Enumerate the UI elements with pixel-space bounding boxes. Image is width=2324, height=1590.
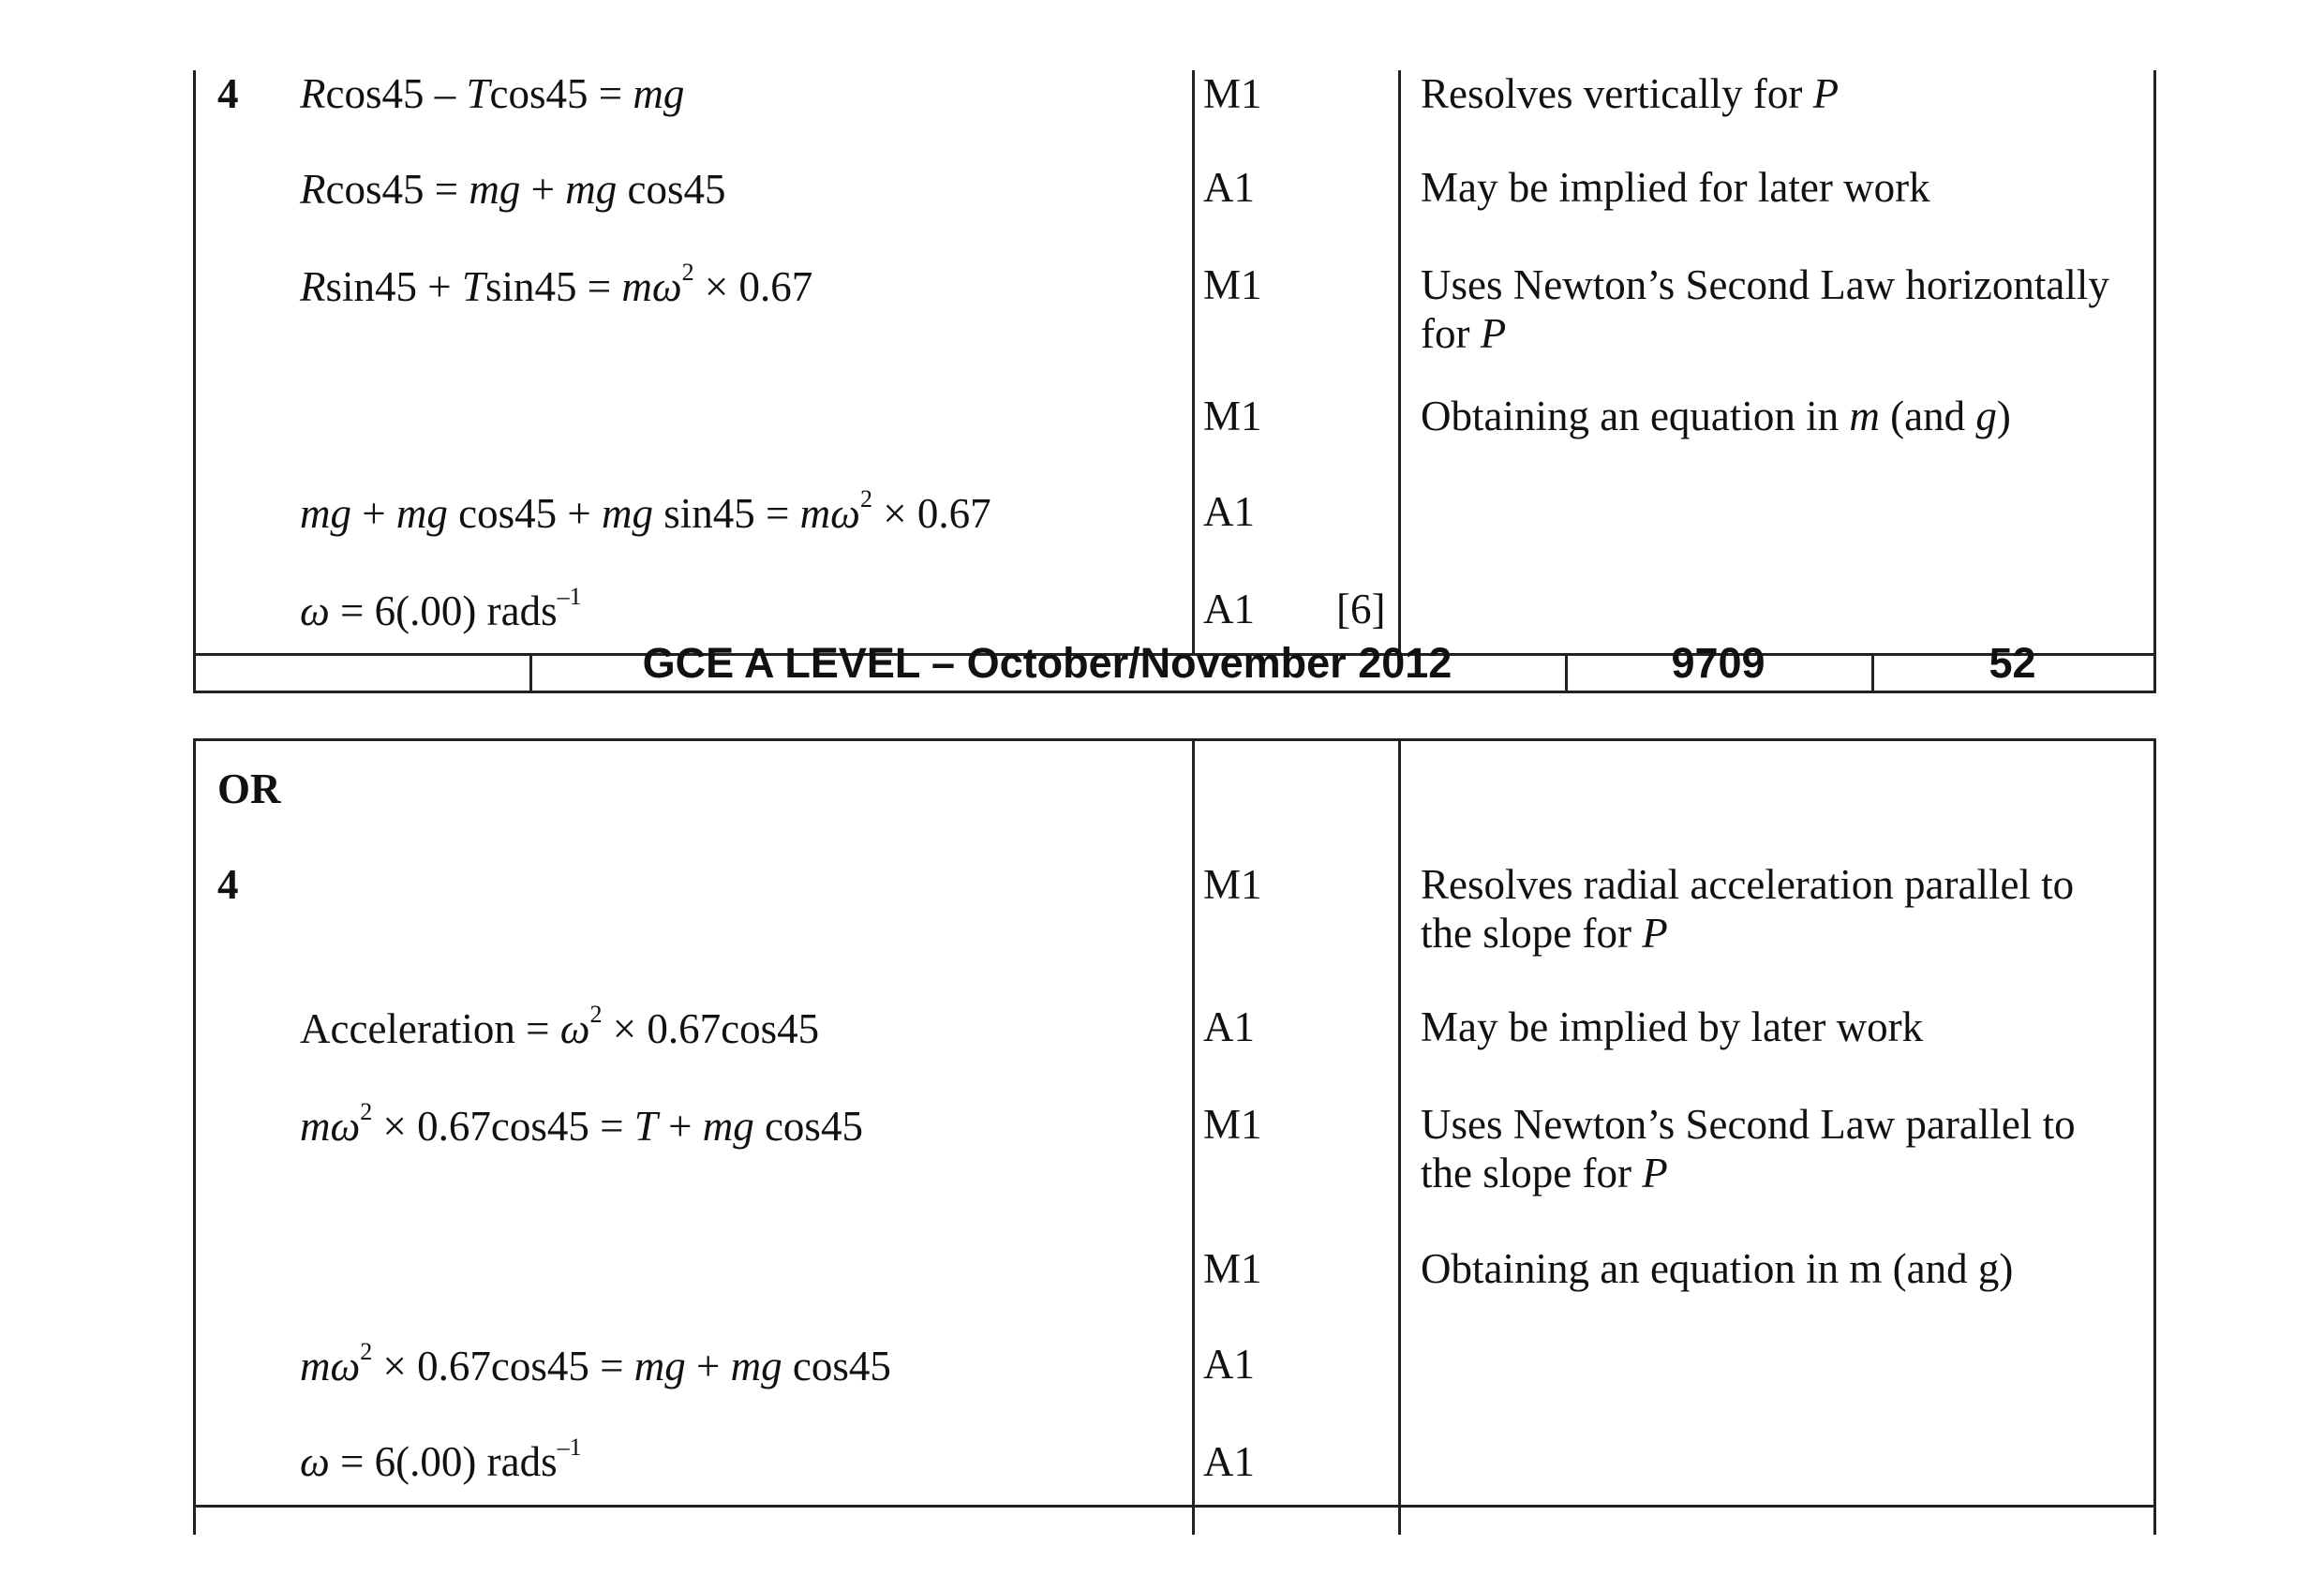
table1-right-border	[2153, 70, 2156, 693]
table1-question-number: 4	[217, 70, 239, 117]
header-paper-number: 52	[1989, 639, 2036, 687]
table2-row5-mark: A1	[1203, 1341, 1255, 1388]
table2-or-label: OR	[217, 765, 281, 812]
table2-row4-mark: M1	[1203, 1245, 1262, 1292]
table2-row1-note-line1: Resolves radial acceleration parallel to	[1421, 861, 2075, 908]
table1-row1-mark: M1	[1203, 70, 1262, 117]
table1-row6-mark: A1	[1203, 586, 1255, 632]
table2-row3-note-line2: the slope for P	[1421, 1150, 1668, 1196]
table1-row3-note-line1: Uses Newton’s Second Law horizontally	[1421, 261, 2109, 308]
table2-row2-mark: A1	[1203, 1003, 1255, 1050]
table2-row4-note: Obtaining an equation in m (and g)	[1421, 1245, 2014, 1292]
table2-left-border	[193, 738, 196, 1535]
table1-row6-work: ω = 6(.00) rads$^{-1}$	[300, 583, 582, 634]
table1-row4-note: Obtaining an equation in m (and g)	[1421, 393, 2011, 439]
table1-row2-mark: A1	[1203, 164, 1255, 211]
table2-row3-work: $m\omega^2 \times 0.67\cos 45 = T$ + mg cos45	[300, 1098, 863, 1150]
table2-row2-note: May be implied by later work	[1421, 1003, 1924, 1050]
table1-row3-work: $Rsin45 + Tsin45 = m\omega^2 \times 0.67$	[300, 259, 813, 310]
table1-total-marks: [6]	[1336, 586, 1386, 632]
table1-left-border	[193, 70, 196, 693]
header-title: GCE A LEVEL – October/November 2012	[642, 639, 1452, 687]
table2-row2-work: Acceleration = $\omega^2 \times 0.67\cos 45$	[300, 1001, 820, 1052]
table1-divider-note	[1398, 70, 1401, 656]
table1-row5-mark: A1	[1203, 488, 1255, 535]
table2-right-border	[2153, 738, 2156, 1535]
table2-top-line	[193, 738, 2156, 741]
table2-row6-work: ω = 6(.00) rads$^{-1}$	[300, 1434, 582, 1485]
table1-row1-note: Resolves vertically for P	[1421, 70, 1840, 117]
table2-row3-mark: M1	[1203, 1101, 1262, 1148]
header-syllabus-code: 9709	[1671, 639, 1765, 687]
table1-row3-mark: M1	[1203, 261, 1262, 308]
table2-question-number: 4	[217, 861, 239, 908]
table2-row3-note-line1: Uses Newton’s Second Law parallel to	[1421, 1101, 2076, 1148]
header-bottom-line	[193, 691, 2156, 693]
table1-row2-work: Rcos45 = mg + mg cos45	[300, 166, 726, 213]
table2-row5-work: $m\omega^2 \times 0.67\cos 45$ = mg + mg cos45	[300, 1338, 891, 1389]
table2-divider-note	[1398, 738, 1401, 1535]
table2-row1-note-line2: the slope for P	[1421, 910, 1668, 957]
table1-row4-mark: M1	[1203, 393, 1262, 439]
table2-row6-mark: A1	[1203, 1438, 1255, 1485]
table2-bottom-line	[193, 1505, 2156, 1508]
table1-row1-work: Rcos45 – Tcos45 = mg	[300, 70, 685, 117]
table2-divider-mark	[1192, 738, 1195, 1535]
table1-row5-work: mg + mg cos45 + mg $\sin 45 = m\omega^2 \times 0.67$	[300, 485, 991, 537]
table2-row1-mark: M1	[1203, 861, 1262, 908]
table1-divider-mark	[1192, 70, 1195, 656]
table1-row2-note: May be implied for later work	[1421, 164, 1930, 211]
table1-row3-note-line2: for P	[1421, 310, 1507, 357]
